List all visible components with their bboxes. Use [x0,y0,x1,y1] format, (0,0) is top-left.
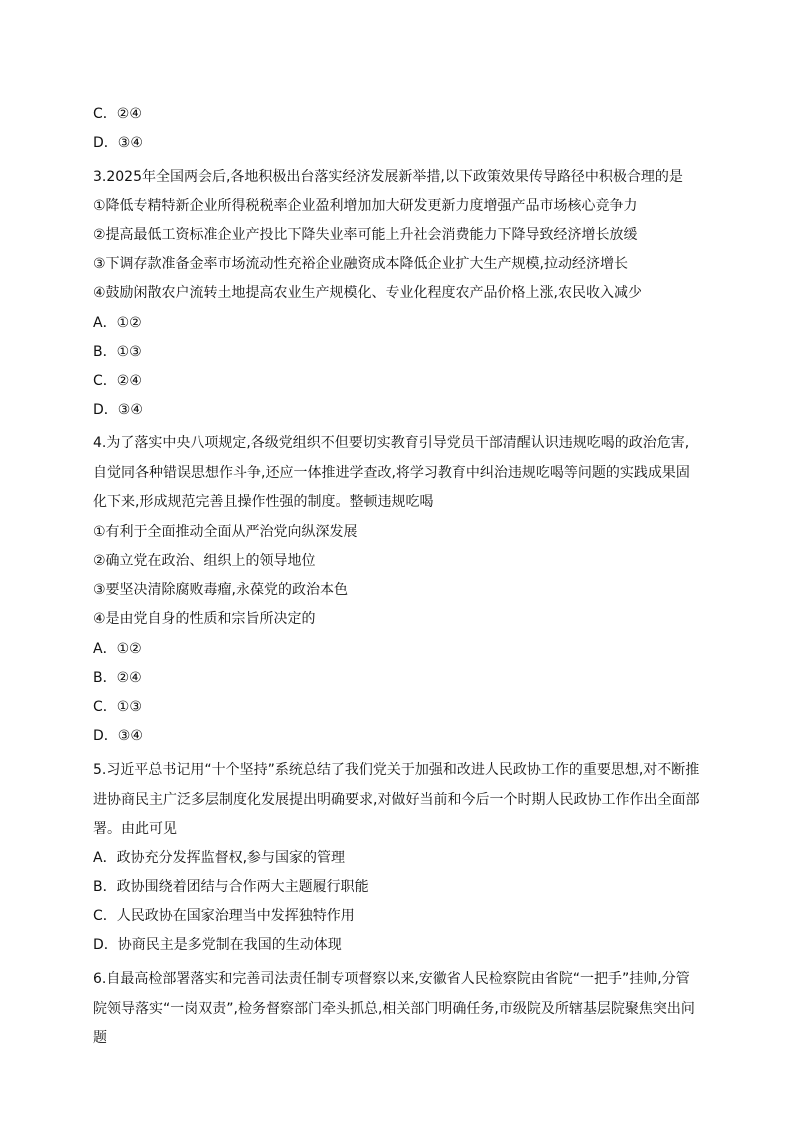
q3-item-4: ④鼓励闲散农户流转土地提高农业生产规模化、专业化程度农产品价格上涨,农民收入减少 [93,285,642,301]
q4-option-d: D．③④ [93,728,143,744]
q6-stem: 6.自最高检部署落实和完善司法责任制专项督察以来,安徽省人民检察院由省院“一把手”挂帅,分管院领导落实“一岗双责”,检务督察部门牵头抓总,相关部门明确任务,市级院及所辖基层院聚焦突出问题 [93,971,695,1046]
q3-option-b: B．①③ [93,344,142,360]
q5-option-a: A．政协充分发挥监督权,参与国家的管理 [93,850,346,866]
q3-option-c: C．②④ [93,373,142,389]
q4-item-3: ③要坚决清除腐败毒瘤,永葆党的政治本色 [93,582,348,598]
prev-option-c: C．②④ [93,106,142,122]
q3-item-3: ③下调存款准备金率市场流动性充裕企业融资成本降低企业扩大生产规模,拉动经济增长 [93,256,628,272]
q5-option-b: B．政协围绕着团结与合作两大主题履行职能 [93,879,369,895]
q3-item-1: ①降低专精特新企业所得税税率企业盈利增加加大研发更新力度增强产品市场核心竞争力 [93,198,638,214]
q5-option-d: D．协商民主是多党制在我国的生动体现 [93,937,342,953]
q4-item-1: ①有利于全面推动全面从严治党向纵深发展 [93,524,358,540]
q3-option-a: A．①② [93,315,142,331]
q4-option-a: A．①② [93,641,142,657]
q4-stem: 4.为了落实中央八项规定,各级党组织不但要切实教育引导党员干部清醒认识违规吃喝的政治危害,自觉同各种错误思想作斗争,还应一体推进学查改,将学习教育中纠治违规吃喝等问题的实践成果固化下来,形成规范完善且操作性强的制度。整顿违规吃喝 [93,435,690,510]
q4-option-c: C．①③ [93,699,142,715]
q3-item-2: ②提高最低工资标准企业产投比下降失业率可能上升社会消费能力下降导致经济增长放缓 [93,227,638,243]
q4-item-2: ②确立党在政治、组织上的领导地位 [93,553,316,569]
q5-option-c: C．人民政协在国家治理当中发挥独特作用 [93,908,355,924]
q4-option-b: B．②④ [93,670,142,686]
q4-item-4: ④是由党自身的性质和宗旨所决定的 [93,611,316,627]
q3-option-d: D．③④ [93,402,143,418]
q5-stem: 5.习近平总书记用“十个坚持”系统总结了我们党关于加强和改进人民政协工作的重要思想,对不断推进协商民主广泛多层制度化发展提出明确要求,对做好当前和今后一个时期人民政协工作作出全面部署。由此可见 [93,762,700,837]
q3-stem: 3.2025年全国两会后,各地积极出台落实经济发展新举措,以下政策效果传导路径中积极合理的是 [93,169,683,185]
prev-option-d: D．③④ [93,135,143,151]
